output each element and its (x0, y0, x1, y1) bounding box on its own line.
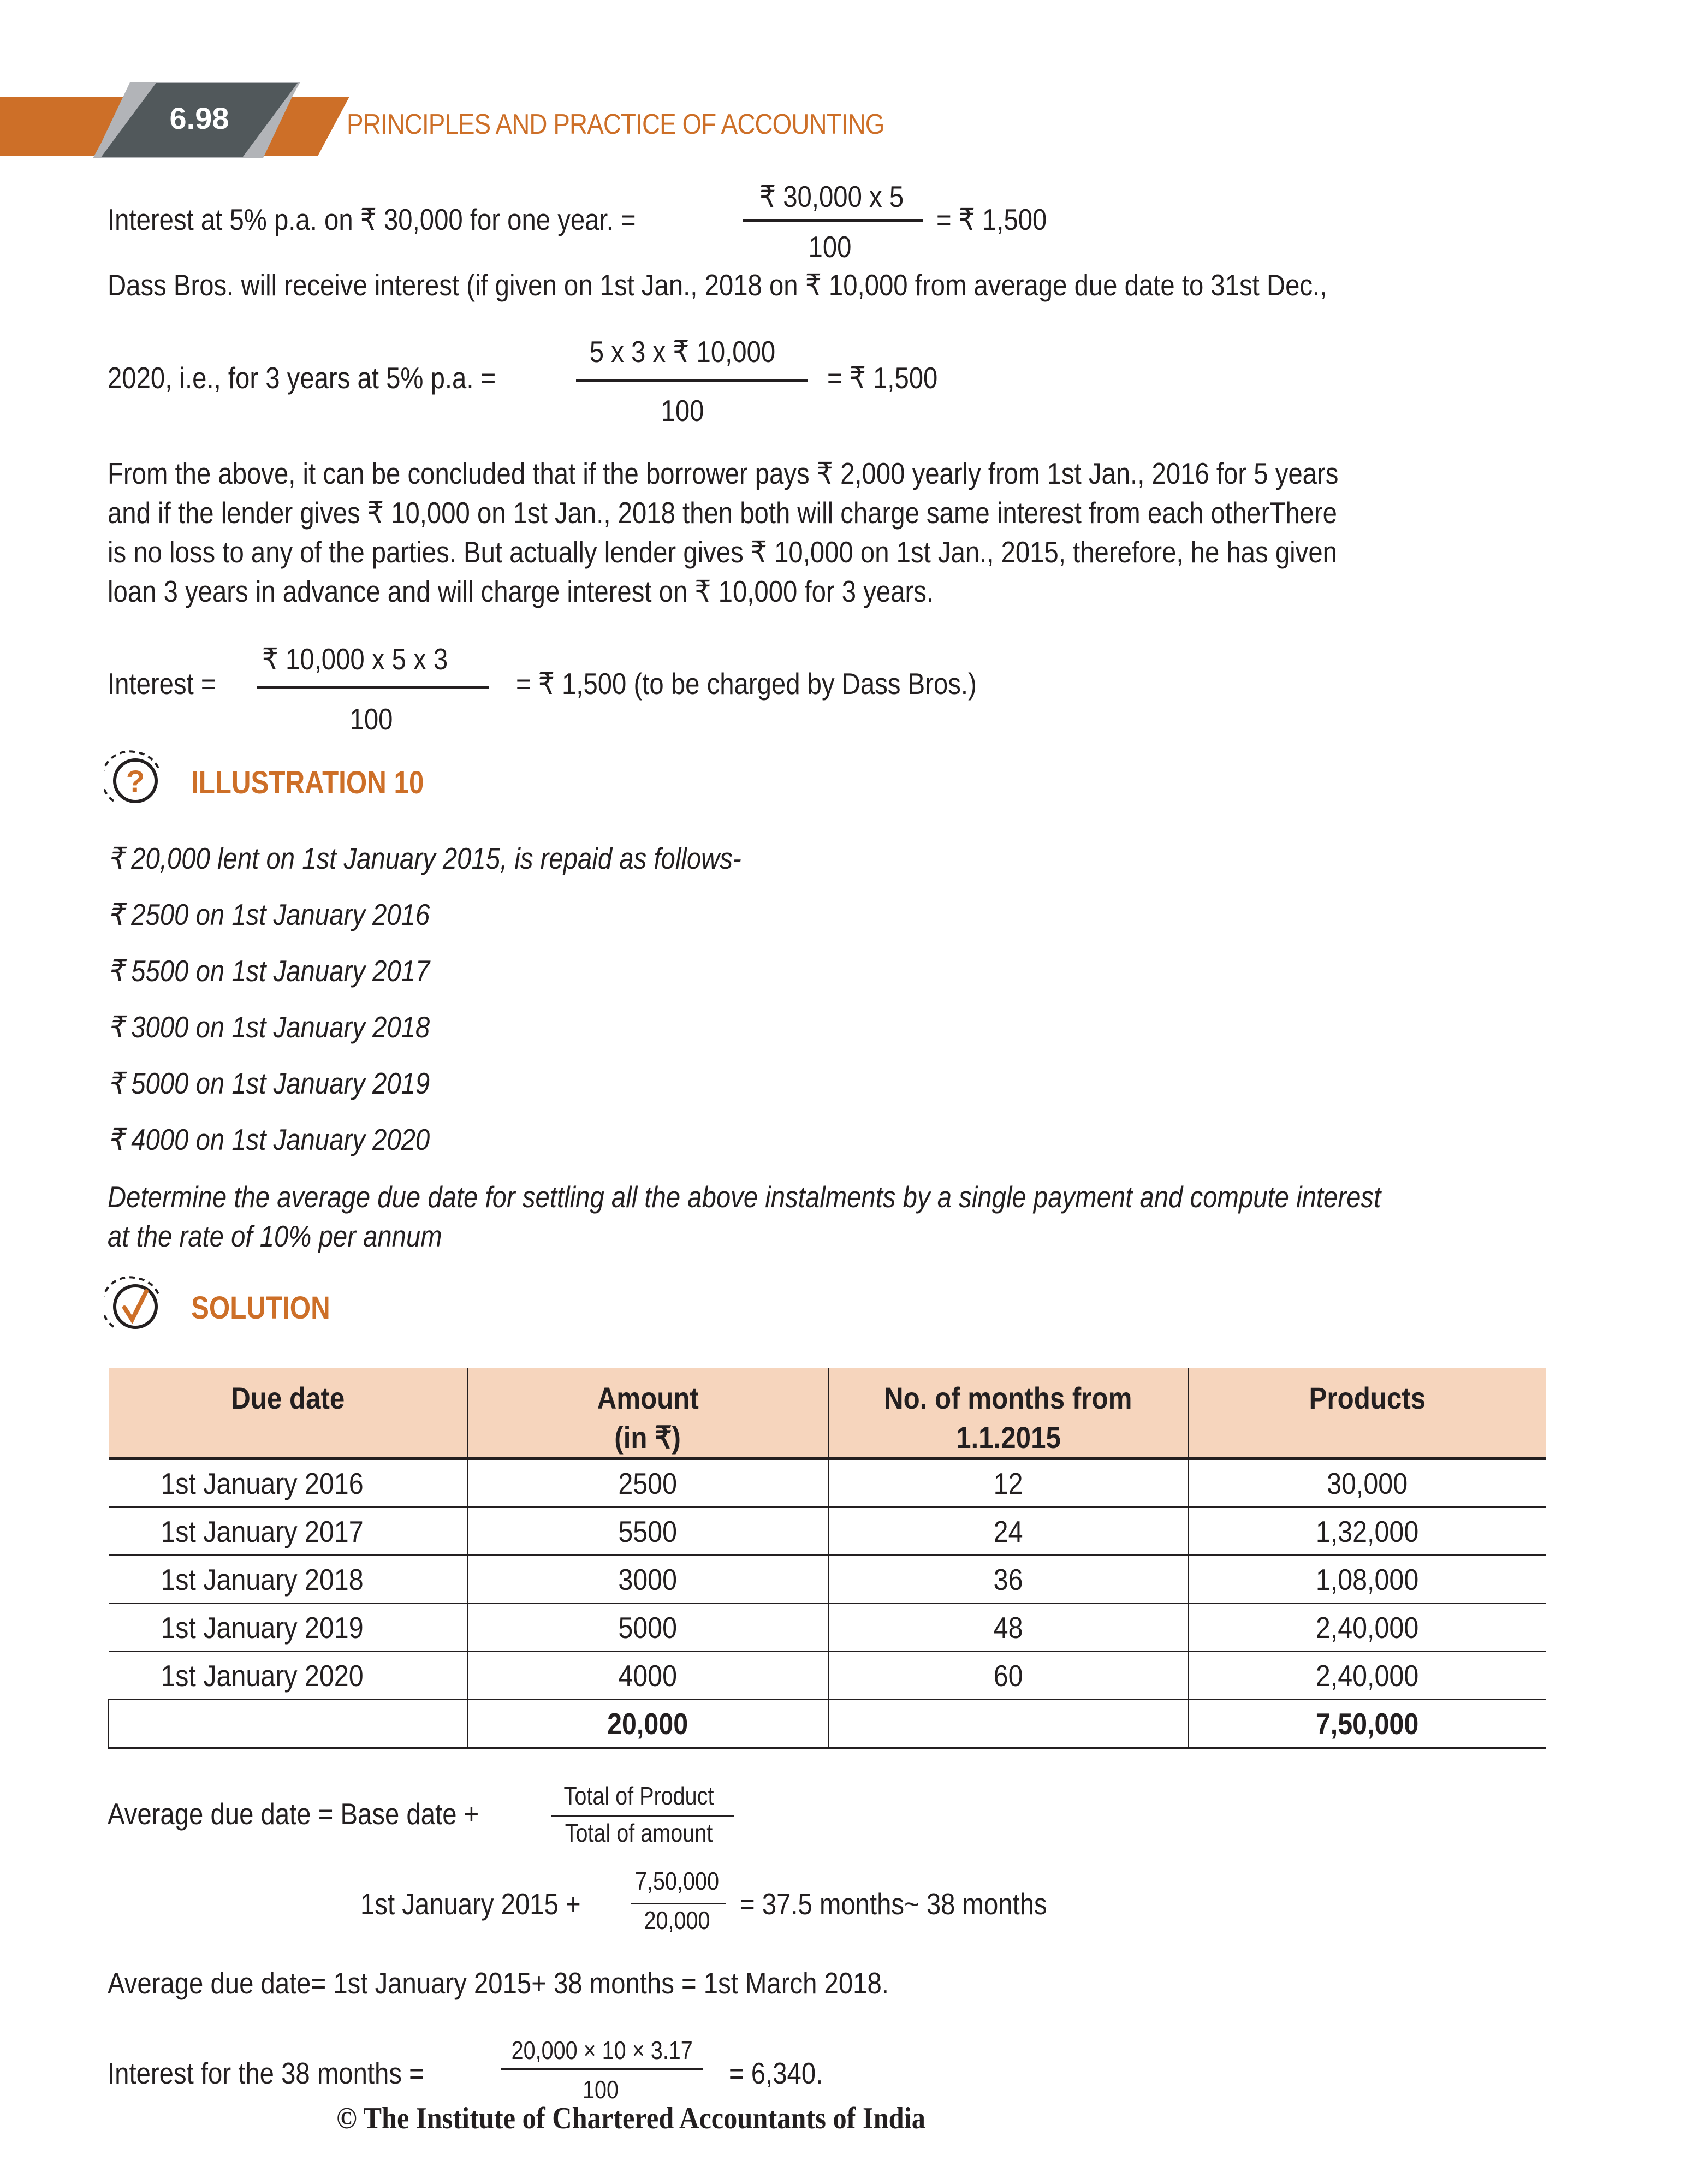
avg-formula-numerator: Total of Product (563, 1782, 714, 1810)
instalment-line: ₹ 4000 on 1st January 2020 (108, 1123, 430, 1156)
cell-total-months (828, 1700, 1189, 1748)
question-line: Determine the average due date for settling all the above instalments by a single payment and compute interest (108, 1180, 1381, 1214)
table-row (109, 1604, 1546, 1652)
fraction-bar (501, 2068, 703, 2070)
page-number: 6.98 (169, 101, 229, 135)
formula1-label: Interest at 5% p.a. on ₹ 30,000 for one year. = (108, 203, 636, 236)
table-row (109, 1508, 1546, 1556)
cell-total-amount: 20,000 (468, 1700, 828, 1748)
formula3-result: = ₹ 1,500 (to be charged by Dass Bros.) (516, 667, 977, 701)
cell-due-date: 1st January 2016 (109, 1459, 468, 1508)
table-row (109, 1652, 1546, 1700)
avg-calc-denominator: 20,000 (644, 1906, 710, 1934)
book-title: PRINCIPLES AND PRACTICE OF ACCOUNTING (347, 109, 884, 140)
formula3-numerator: ₹ 10,000 x 5 x 3 (262, 642, 448, 676)
avg-formula-denominator: Total of amount (565, 1819, 713, 1847)
cell-months: 24 (828, 1508, 1189, 1556)
interest-calc-denominator: 100 (582, 2075, 619, 2104)
checkmark-icon (104, 1275, 164, 1335)
cell-amount: 3000 (468, 1556, 828, 1604)
avg-calc-label: 1st January 2015 + (360, 1887, 581, 1921)
cell-product: 2,40,000 (1189, 1604, 1546, 1652)
formula1-result: = ₹ 1,500 (936, 203, 1047, 236)
formula1-numerator: ₹ 30,000 x 5 (759, 180, 904, 213)
fraction-bar (576, 379, 808, 382)
cell-product: 2,40,000 (1189, 1652, 1546, 1700)
average-due-date-table (108, 1368, 1546, 1749)
column-header-months: No. of months from 1.1.2015 (828, 1368, 1189, 1459)
column-header-products: Products (1189, 1368, 1546, 1459)
cell-total-product: 7,50,000 (1189, 1700, 1546, 1748)
avg-calc-numerator: 7,50,000 (635, 1867, 719, 1895)
cell-total-label (109, 1700, 468, 1748)
formula2-denominator: 100 (661, 394, 704, 428)
question-line: at the rate of 10% per annum (108, 1219, 442, 1253)
cell-product: 1,08,000 (1189, 1556, 1546, 1604)
dass-bros-line: Dass Bros. will receive interest (if given on 1st Jan., 2018 on ₹ 10,000 from average due date to 31st Dec., (108, 268, 1327, 302)
cell-due-date: 1st January 2020 (109, 1652, 468, 1700)
cell-months: 48 (828, 1604, 1189, 1652)
cell-amount: 4000 (468, 1652, 828, 1700)
formula2-label: 2020, i.e., for 3 years at 5% p.a. = (108, 361, 496, 395)
instalment-line: ₹ 3000 on 1st January 2018 (108, 1010, 430, 1044)
formula3-denominator: 100 (349, 702, 393, 736)
formula1-denominator: 100 (808, 230, 852, 264)
fraction-bar (743, 219, 923, 222)
paragraph-line: From the above, it can be concluded that if the borrower pays ₹ 2,000 yearly from 1st Jan., 2016 for 5 years (108, 456, 1339, 490)
cell-product: 1,32,000 (1189, 1508, 1546, 1556)
paragraph-line: loan 3 years in advance and will charge interest on ₹ 10,000 for 3 years. (108, 574, 934, 608)
interest-calc-result: = 6,340. (729, 2056, 823, 2090)
interest-calc-label: Interest for the 38 months = (108, 2056, 424, 2090)
instalment-line: ₹ 2500 on 1st January 2016 (108, 898, 430, 931)
fraction-bar (257, 686, 489, 689)
table-total-row (109, 1700, 1546, 1748)
svg-text:?: ? (126, 764, 145, 798)
table-header-row (109, 1368, 1546, 1459)
solution-heading: SOLUTION (191, 1290, 330, 1326)
cell-due-date: 1st January 2017 (109, 1508, 468, 1556)
cell-due-date: 1st January 2018 (109, 1556, 468, 1604)
fraction-bar (551, 1815, 734, 1817)
formula3-label: Interest = (108, 667, 216, 701)
paragraph-line: is no loss to any of the parties. But actually lender gives ₹ 10,000 on 1st Jan., 2015, therefore, he has given (108, 535, 1337, 569)
cell-product: 30,000 (1189, 1459, 1546, 1508)
paragraph-line: and if the lender gives ₹ 10,000 on 1st Jan., 2018 then both will charge same interest from each otherThere (108, 496, 1337, 530)
avg-calc-result: = 37.5 months~ 38 months (740, 1887, 1047, 1921)
cell-amount: 5000 (468, 1604, 828, 1652)
formula2-numerator: 5 x 3 x ₹ 10,000 (589, 335, 776, 369)
column-header-amount: Amount (in ₹) (468, 1368, 828, 1459)
table-row (109, 1459, 1546, 1508)
cell-months: 36 (828, 1556, 1189, 1604)
formula2-result: = ₹ 1,500 (827, 361, 938, 395)
avg-due-date-result: Average due date= 1st January 2015+ 38 months = 1st March 2018. (108, 1966, 889, 2000)
cell-due-date: 1st January 2019 (109, 1604, 468, 1652)
illustration-heading: ILLUSTRATION 10 (191, 765, 424, 800)
table-row (109, 1556, 1546, 1604)
cell-months: 60 (828, 1652, 1189, 1700)
cell-amount: 2500 (468, 1459, 828, 1508)
cell-amount: 5500 (468, 1508, 828, 1556)
question-mark-icon (104, 749, 164, 809)
fraction-bar (631, 1903, 726, 1904)
instalment-line: ₹ 5000 on 1st January 2019 (108, 1066, 430, 1100)
cell-months: 12 (828, 1459, 1189, 1508)
instalment-line: ₹ 5500 on 1st January 2017 (108, 954, 430, 988)
problem-statement: ₹ 20,000 lent on 1st January 2015, is repaid as follows- (108, 841, 741, 875)
interest-calc-numerator: 20,000 × 10 × 3.17 (511, 2036, 693, 2064)
avg-formula-label: Average due date = Base date + (108, 1797, 479, 1831)
column-header-due-date: Due date (109, 1368, 468, 1459)
copyright-footer: © The Institute of Chartered Accountants of India (336, 2102, 925, 2135)
